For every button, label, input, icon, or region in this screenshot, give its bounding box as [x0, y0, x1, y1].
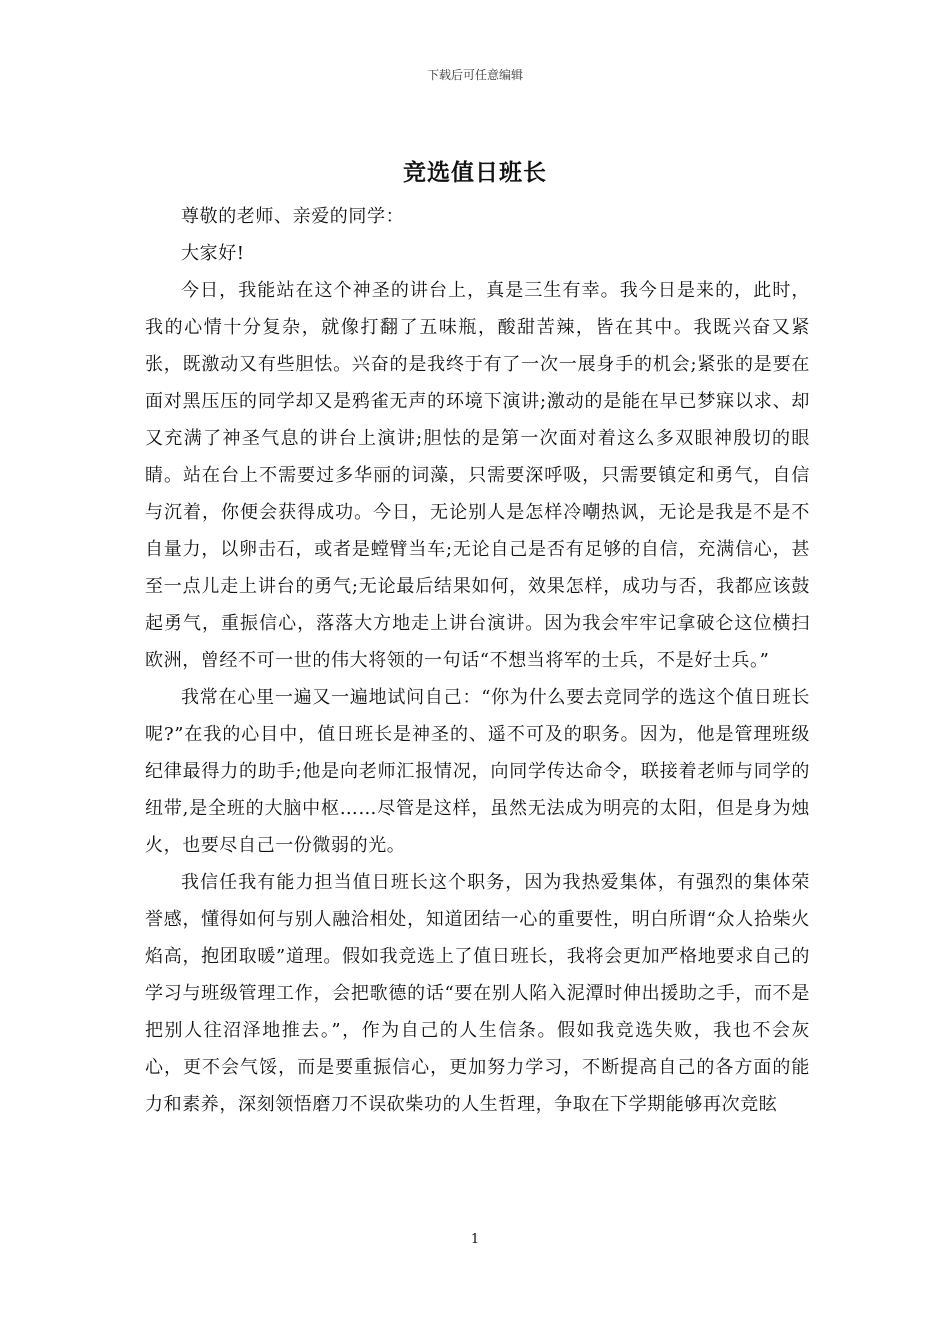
paragraph-3: 我信任我有能力担当值日班长这个职务，因为我热爱集体，有强烈的集体荣誉感，懂得如何与别人融洽相处，知道团结一心的重要性，明白所谓“众人拾柴火焰高，抱团取暖”道理。假如我竞选上了值日班长，我将会更加严格地要求自己的学习与班级管理工作，会把歌德的话“要在别人陷入泥潭时伸出援助之手，而不是把别人往沼泽地推去。”，作为自己的人生信条。假如我竞选失败，我也不会灰心，更不会气馁，而是要重振信心，更加努力学习，不断提高自己的各方面的能力和素养，深刻领悟磨刀不误砍柴功的人生哲理，争取在下学期能够再次竞眩 — [145, 872, 810, 1115]
greeting: 大家好! — [181, 243, 245, 264]
header-note: 下载后可任意编辑 — [426, 68, 523, 82]
page-number: 1 — [470, 1232, 480, 1247]
paragraph-1: 今日，我能站在这个神圣的讲台上，真是三生有幸。我今日是来的，此时，我的心情十分复杂，就像打翻了五味瓶，酸甜苦辣，皆在其中。我既兴奋又紧张，既激动又有些胆怯。兴奋的是我终于有了一次一展身手的机会;紧张的是要在面对黑压压的同学却又是鸦雀无声的环境下演讲;激动的是能在早已梦寐以求、却又充满了神圣气息的讲台上演讲;胆怯的是第一次面对着这么多双眼神殷切的眼睛。站在台上不需要过多华丽的词藻，只需要深呼吸，只需要镇定和勇气，自信与沉着，你便会获得成功。今日，无论别人是怎样冷嘲热讽，无论是我是不是不自量力，以卵击石，或者是螳臂当车;无论自己是否有足够的自信，充满信心，甚至一点儿走上讲台的勇气;无论最后结果如何，效果怎样，成功与否，我都应该鼓起勇气，重振信心，落落大方地走上讲台演讲。因为我会牢牢记拿破仑这位横扫欧洲，曾经不可一世的伟大将领的一句话“不想当将军的士兵，不是好士兵。” — [145, 280, 810, 671]
document-body — [145, 198, 810, 1123]
salutation: 尊敬的老师、亲爱的同学： — [181, 206, 405, 227]
paragraph-2: 我常在心里一遍又一遍地试问自己：“你为什么要去竞同学的选这个值日班长呢?”在我的心目中，值日班长是神圣的、遥不可及的职务。因为，他是管理班级纪律最得力的助手;他是向老师汇报情况，向同学传达命令，联接着老师与同学的纽带,是全班的大脑中枢……尽管是这样，虽然无法成为明亮的太阳，但是身为烛火，也要尽自己一份微弱的光。 — [145, 687, 810, 856]
document-title: 竞选值日班长 — [403, 160, 547, 186]
